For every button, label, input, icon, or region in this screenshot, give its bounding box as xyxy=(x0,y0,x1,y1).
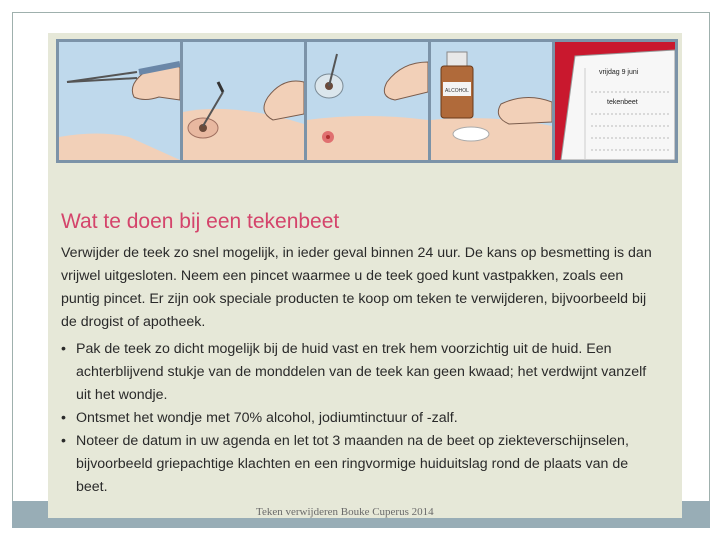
bullet-marker: • xyxy=(61,410,66,426)
footer-caption: Teken verwijderen Bouke Cuperus 2014 xyxy=(256,506,434,518)
panel-agenda-note xyxy=(555,42,675,160)
list-item xyxy=(61,338,661,407)
note-line-2: tekenbeet xyxy=(607,99,638,106)
hand-with-tweezers-icon xyxy=(59,42,180,160)
intro-paragraph: Verwijder de teek zo snel mogelijk, in ieder geval binnen 24 uur. De kans op besmetting is dan vrijwel uitgesloten. Neem een pincet waarmee u de teek goed kunt vastpakken, zoals een puntig pincet. Er zijn ook speciale producten te koop om teken te verwijderen, bijvoorbeeld bij de drogist of apotheek. xyxy=(61,245,652,330)
bottle-label: ALCOHOL xyxy=(445,88,469,94)
hand-with-tweezers-icon xyxy=(183,42,304,160)
panel-tweezers-grip-tick xyxy=(183,42,304,160)
list-item-text: Ontsmet het wondje met 70% alcohol, jodiumtinctuur of -zalf. xyxy=(76,410,458,426)
list-item xyxy=(61,407,661,430)
hand-with-tweezers-icon xyxy=(307,42,428,160)
instruction-list xyxy=(61,338,661,499)
notebook-icon xyxy=(555,42,675,160)
alcohol-bottle-icon xyxy=(431,42,552,160)
illustration-strip xyxy=(56,39,678,163)
panel-tweezers-approach xyxy=(59,42,180,160)
bullet-marker: • xyxy=(61,433,66,449)
list-item-text: Noteer de datum in uw agenda en let tot 3 maanden na de beet op ziekteverschijnselen, bijvoorbeeld griepachtige klachten en een ringvormige huiduitslag rond de plaats van de beet. xyxy=(76,433,629,495)
bullet-marker: • xyxy=(61,341,66,357)
page-title: Wat te doen bij een tekenbeet xyxy=(61,210,340,233)
panel-tick-removed xyxy=(307,42,428,160)
list-item xyxy=(61,430,661,499)
panel-disinfect-wound xyxy=(431,42,552,160)
list-item-text: Pak de teek zo dicht mogelijk bij de huid vast en trek hem voorzichtig uit de huid. Een achterblijvend stukje van de monddelen van de teek kan geen kwaad; het verdwijnt vanzelf uit het wondje. xyxy=(76,341,647,403)
note-line-1: vrijdag 9 juni xyxy=(599,69,639,76)
